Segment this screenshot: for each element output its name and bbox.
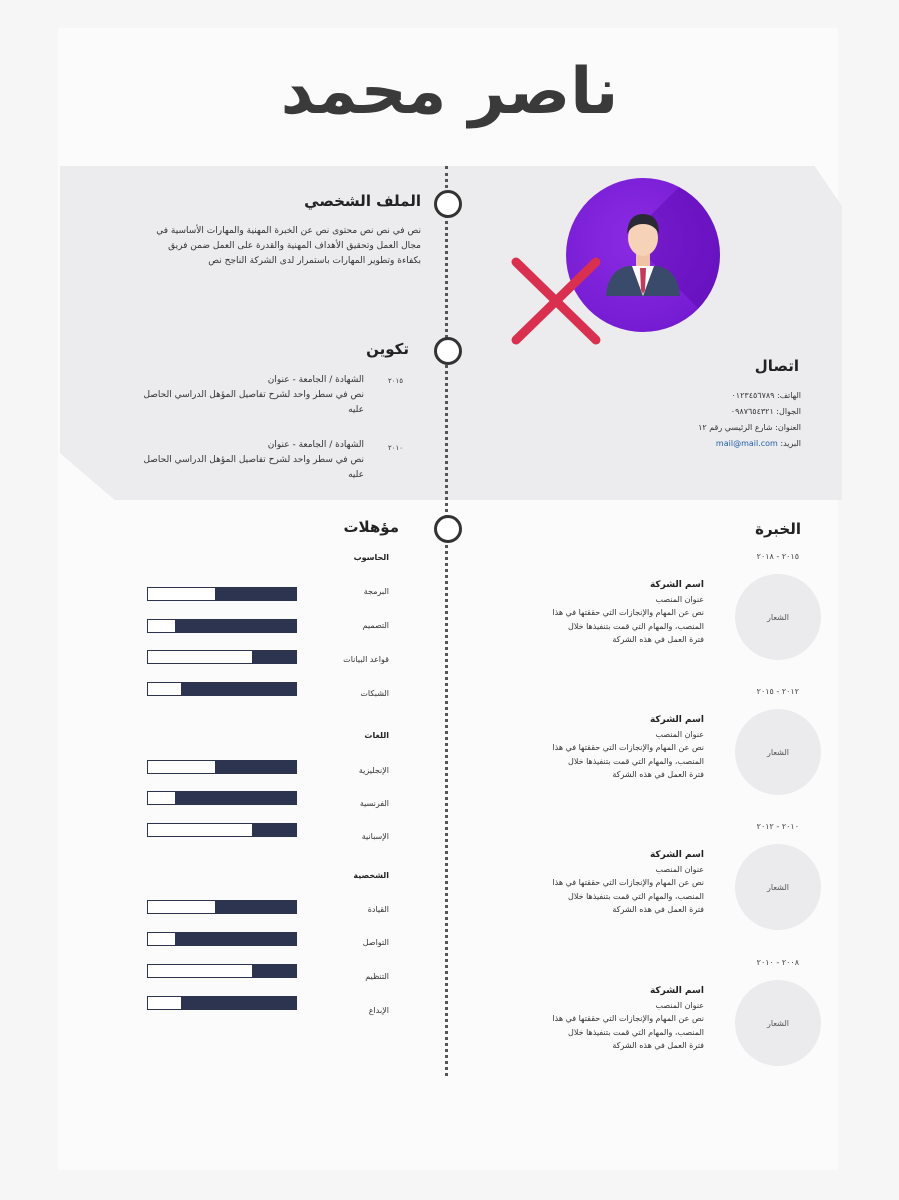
education-title: تكوين bbox=[366, 340, 409, 358]
skill-bar-fill bbox=[175, 933, 296, 945]
company-logo-3: الشعار bbox=[735, 844, 821, 930]
experience-position-1: عنوان المنصب bbox=[655, 594, 704, 604]
skill-bar-fill bbox=[252, 965, 296, 977]
experience-desc-3-line-1: نص عن المهام والإنجازات التي حققتها في هذا bbox=[552, 878, 704, 887]
profile-text: نص في نص نص محتوى نص عن الخبرة المهنية والمهارات الأساسية في مجال العمل وتحقيق الأهداف المهنية والقدرة على العمل ضمن فريق بكفاءة وتطوير المهارات باستمرار لدى الشركة الناجح نص bbox=[156, 226, 421, 266]
skill-label-2-1: الإنجليزية bbox=[358, 766, 389, 775]
experience-desc-1-line-1: نص عن المهام والإنجازات التي حققتها في هذا bbox=[552, 608, 704, 617]
experience-desc-4-line-3: فترة العمل في هذه الشركة bbox=[612, 1041, 704, 1050]
timeline-node-profile bbox=[434, 190, 462, 218]
experience-item-4 bbox=[484, 984, 704, 1053]
education-degree-2: الشهادة / الجامعة - عنوان bbox=[267, 440, 364, 450]
skill-bar-3-1 bbox=[147, 900, 297, 914]
skill-bar-1-3 bbox=[147, 650, 297, 664]
experience-period-1: ٢٠١٥ - ٢٠١٨ bbox=[756, 552, 799, 561]
education-item-1 bbox=[139, 373, 364, 418]
experience-period-4: ٢٠٠٨ - ٢٠١٠ bbox=[756, 958, 799, 967]
experience-company-1: اسم الشركة bbox=[649, 580, 704, 590]
timeline-node-skills bbox=[434, 515, 462, 543]
contact-address: العنوان: شارع الرئيسي رقم ١٢ bbox=[698, 423, 801, 432]
experience-position-4: عنوان المنصب bbox=[655, 1000, 704, 1010]
education-year-2: ٢٠١٠ bbox=[388, 444, 404, 452]
experience-item-2 bbox=[484, 713, 704, 782]
experience-title: الخبرة bbox=[755, 520, 801, 538]
contact-mobile: الجوال: ٠٩٨٧٦٥٤٣٢١ bbox=[730, 407, 801, 416]
education-year-1: ٢٠١٥ bbox=[388, 377, 404, 385]
cross-mark-icon bbox=[508, 256, 604, 346]
skill-bar-fill bbox=[175, 792, 296, 804]
skill-bar-fill bbox=[181, 997, 296, 1009]
skill-label-2-3: الإسبانية bbox=[361, 832, 389, 841]
skill-group-3-name: الشخصية bbox=[353, 871, 389, 880]
contact-phone: الهاتف: ٠١٢٣٤٥٦٧٨٩ bbox=[731, 391, 801, 400]
experience-desc-3-line-3: فترة العمل في هذه الشركة bbox=[612, 905, 704, 914]
experience-desc-4-line-1: نص عن المهام والإنجازات التي حققتها في هذا bbox=[552, 1014, 704, 1023]
skill-bar-fill bbox=[215, 761, 296, 773]
skill-label-1-3: قواعد البيانات bbox=[343, 655, 389, 664]
experience-desc-2-line-3: فترة العمل في هذه الشركة bbox=[612, 770, 704, 779]
skill-bar-2-3 bbox=[147, 823, 297, 837]
skill-label-1-1: البرمجة bbox=[363, 587, 389, 596]
experience-position-2: عنوان المنصب bbox=[655, 729, 704, 739]
experience-desc-1-line-3: فترة العمل في هذه الشركة bbox=[612, 635, 704, 644]
experience-desc-4-line-2: المنصب، والمهام التي قمت بتنفيذها خلال bbox=[568, 1027, 704, 1037]
skill-bar-1-1 bbox=[147, 587, 297, 601]
experience-company-3: اسم الشركة bbox=[649, 850, 704, 860]
skill-bar-3-4 bbox=[147, 996, 297, 1010]
education-degree-1: الشهادة / الجامعة - عنوان bbox=[267, 375, 364, 385]
experience-position-3: عنوان المنصب bbox=[655, 864, 704, 874]
timeline-node-education bbox=[434, 337, 462, 365]
candidate-name: ناصر محمد bbox=[280, 55, 619, 129]
company-logo-2: الشعار bbox=[735, 709, 821, 795]
skill-bar-fill bbox=[215, 588, 296, 600]
skill-bar-2-1 bbox=[147, 760, 297, 774]
experience-desc-2-line-2: المنصب، والمهام التي قمت بتنفيذها خلال bbox=[568, 756, 704, 766]
skill-bar-fill bbox=[181, 683, 296, 695]
contact-email-row bbox=[716, 439, 801, 448]
contact-email-link[interactable]: mail@mail.com bbox=[715, 439, 778, 448]
skill-label-3-3: التنظيم bbox=[365, 972, 389, 981]
skill-bar-1-4 bbox=[147, 682, 297, 696]
experience-item-1 bbox=[484, 578, 704, 647]
skill-label-1-2: التصميم bbox=[362, 621, 389, 630]
skill-bar-fill bbox=[215, 901, 296, 913]
experience-company-4: اسم الشركة bbox=[649, 986, 704, 996]
skill-bar-fill bbox=[252, 651, 296, 663]
profile-title: الملف الشخصي bbox=[304, 192, 421, 210]
skill-bar-3-3 bbox=[147, 964, 297, 978]
skill-label-2-2: الفرنسية bbox=[359, 799, 389, 808]
company-logo-1: الشعار bbox=[735, 574, 821, 660]
skill-bar-fill bbox=[252, 824, 296, 836]
experience-desc-2-line-1: نص عن المهام والإنجازات التي حققتها في هذا bbox=[552, 743, 704, 752]
skill-group-2-name: اللغات bbox=[364, 731, 389, 740]
skill-bar-2-2 bbox=[147, 791, 297, 805]
contact-email-label: البريد: bbox=[780, 439, 801, 448]
skills-title: مؤهلات bbox=[343, 518, 399, 536]
experience-company-2: اسم الشركة bbox=[649, 715, 704, 725]
company-logo-4: الشعار bbox=[735, 980, 821, 1066]
education-item-2 bbox=[139, 438, 364, 483]
experience-period-3: ٢٠١٠ - ٢٠١٢ bbox=[756, 822, 799, 831]
timeline-line bbox=[445, 166, 448, 1076]
contact-title: اتصال bbox=[754, 357, 799, 375]
skill-group-1-name: الحاسوب bbox=[353, 553, 389, 562]
education-desc-2: نص في سطر واحد لشرح تفاصيل المؤهل الدراسي الحاصل عليه bbox=[143, 455, 364, 480]
experience-desc-3-line-2: المنصب، والمهام التي قمت بتنفيذها خلال bbox=[568, 891, 704, 901]
skill-label-3-1: القيادة bbox=[367, 905, 389, 914]
skill-bar-3-2 bbox=[147, 932, 297, 946]
education-desc-1: نص في سطر واحد لشرح تفاصيل المؤهل الدراسي الحاصل عليه bbox=[143, 390, 364, 415]
skill-label-3-2: التواصل bbox=[362, 938, 389, 947]
skill-label-3-4: الإبداع bbox=[368, 1006, 389, 1015]
skill-bar-fill bbox=[175, 620, 296, 632]
experience-desc-1-line-2: المنصب، والمهام التي قمت بتنفيذها خلال bbox=[568, 621, 704, 631]
experience-item-3 bbox=[484, 848, 704, 917]
skill-label-1-4: الشبكات bbox=[360, 689, 389, 698]
skill-bar-1-2 bbox=[147, 619, 297, 633]
experience-period-2: ٢٠١٢ - ٢٠١٥ bbox=[756, 687, 799, 696]
